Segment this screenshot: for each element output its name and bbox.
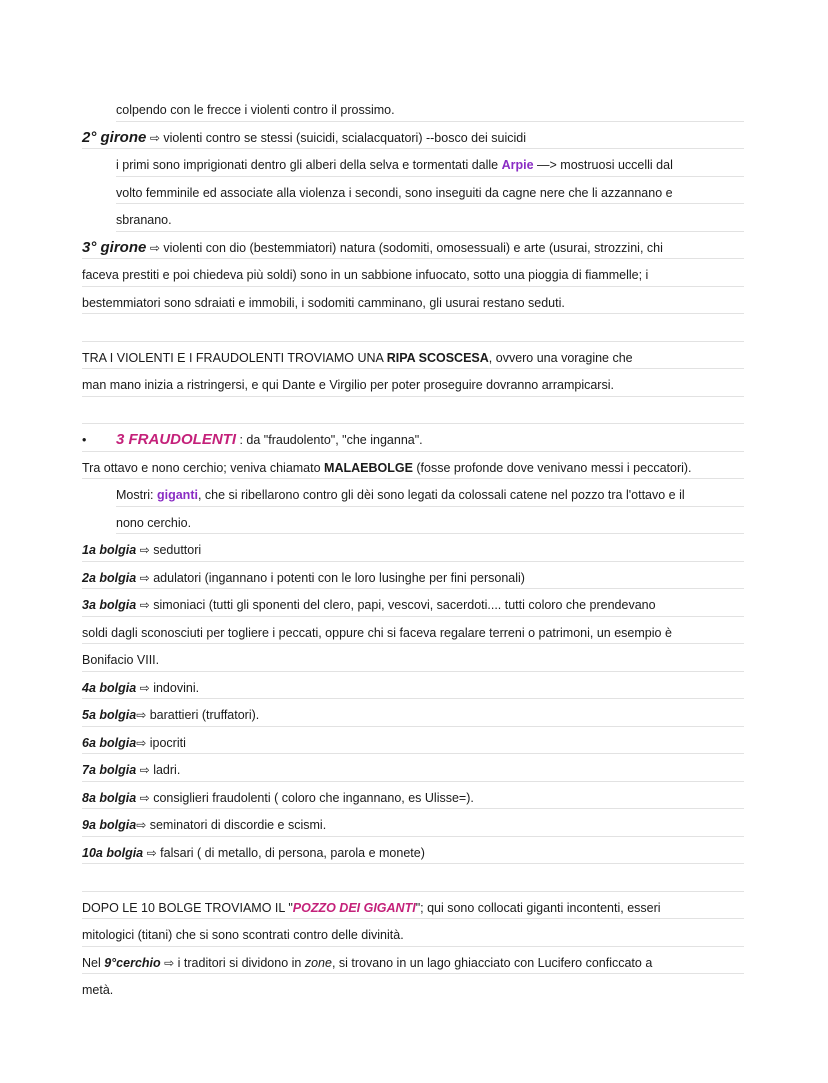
arrow-icon: ⇨ — [139, 680, 150, 695]
line-text: colpendo con le frecce i violenti contro il prossimo. — [116, 103, 395, 117]
arrow-icon: ⇨ — [139, 790, 150, 805]
bolgia-label: 1a bolgia — [82, 543, 137, 557]
text-line — [82, 452, 744, 480]
bolgia-text: seduttori — [149, 543, 202, 557]
bolgia-label: 2a bolgia — [82, 570, 137, 585]
bolgia-label: 10a bolgia — [82, 845, 144, 860]
arrow-icon: ⇨ — [139, 570, 150, 585]
bolgia-line — [82, 837, 744, 865]
bolgia-line — [82, 672, 744, 700]
highlight-pozzo-dei-giganti: POZZO DEI GIGANTI — [292, 900, 416, 915]
line-text: "; qui sono collocati giganti incontenti, esseri — [415, 900, 661, 915]
bolgia-text: ipocriti — [146, 735, 186, 750]
text-line — [82, 644, 744, 672]
bolgia-text: seminatori di discordie e scismi. — [146, 818, 327, 832]
line-text: sbranano. — [116, 213, 172, 227]
bolgia-text: indovini. — [149, 680, 200, 695]
line-text: faceva prestiti e poi chiedeva più soldi) sono in un sabbione infuocato, sotto una pioggia di fiammelle; i — [82, 268, 649, 282]
text-line — [82, 342, 744, 370]
text-line — [82, 617, 744, 645]
text-line — [116, 507, 744, 535]
text-line — [116, 204, 744, 232]
girone-heading: 3° girone — [82, 238, 147, 256]
girone-heading: 2° girone — [82, 128, 147, 146]
line-text: TRA I VIOLENTI E I FRAUDOLENTI TROVIAMO UNA — [82, 350, 387, 365]
line-text: , che si ribellarono contro gli dèi sono legati da colossali catene nel pozzo tra l'ottavo e il — [197, 488, 685, 502]
arrow-icon: ⇨ — [139, 763, 150, 777]
text-line — [82, 947, 744, 975]
highlight-arpie: Arpie — [501, 158, 534, 172]
line-text: Tra ottavo e nono cerchio; veniva chiamato — [82, 460, 325, 475]
italic-zone: zone — [304, 955, 332, 970]
arrow-icon: ⇨ — [146, 845, 157, 860]
bolgia-text: adulatori (ingannano i potenti con le loro lusinghe per fini personali) — [149, 570, 525, 585]
line-text: bestemmiatori sono sdraiati e immobili, i sodomiti camminano, gli usurai restano seduti. — [82, 295, 565, 310]
line-text: : da "fraudolento", "che inganna". — [236, 433, 423, 447]
arrow-icon: ⇨ — [149, 240, 160, 255]
line-text: soldi dagli sconosciuti per togliere i peccati, oppure chi si faceva regalare terreni o patrimoni, un esempio è — [82, 625, 672, 640]
line-text: violenti contro se stessi (suicidi, scialacquatori) --bosco dei suicidi — [159, 130, 527, 145]
bolgia-label: 4a bolgia — [82, 680, 137, 695]
line-text: i traditori si dividono in — [174, 955, 305, 970]
bullet-icon: • — [82, 433, 87, 447]
bolgia-text: consiglieri fraudolenti ( coloro che ingannano, es Ulisse=). — [149, 790, 474, 805]
bolgia-label: 8a bolgia — [82, 790, 137, 805]
text-line — [82, 919, 744, 947]
line-text: violenti con dio (bestemmiatori) natura (sodomiti, omosessuali) e arte (usurai, strozzini, chi — [159, 240, 663, 255]
line-text: Nel — [82, 955, 105, 970]
line-text: man mano inizia a ristringersi, e qui Dante e Virgilio per poter proseguire dovranno arrampicarsi. — [82, 378, 614, 392]
line-text: —> mostruosi uccelli dal — [533, 158, 673, 172]
text-line — [82, 369, 744, 397]
text-line — [116, 94, 744, 122]
line-text: nono cerchio. — [116, 515, 192, 530]
bolgia-line — [82, 809, 744, 837]
line-text: metà. — [82, 983, 114, 997]
arrow-icon: ⇨ — [136, 735, 147, 750]
arrow-icon: ⇨ — [139, 598, 150, 612]
line-text: Bonifacio VIII. — [82, 653, 160, 667]
bolgia-line — [82, 754, 744, 782]
line-text: mitologici (titani) che si sono scontrati contro delle divinità. — [82, 928, 404, 942]
bolgia-text: barattieri (truffatori). — [146, 708, 260, 722]
line-text: i primi sono imprigionati dentro gli alberi della selva e tormentati dalle — [116, 158, 502, 172]
bolgia-line — [82, 534, 744, 562]
line-text: , si trovano in un lago ghiacciato con Lucifero conficcato a — [331, 955, 653, 970]
bolgia-label: 6a bolgia — [82, 735, 137, 750]
text-line — [82, 892, 744, 920]
text-line-fraudolenti — [82, 424, 744, 452]
text-line — [116, 149, 744, 177]
line-text: volto femminile ed associate alla violenza i secondi, sono inseguiti da cagne nere che li azzannano e — [116, 185, 673, 200]
arrow-icon: ⇨ — [139, 543, 150, 557]
line-text: DOPO LE 10 BOLGE TROVIAMO IL " — [82, 900, 293, 915]
bold-malaebolge: MALAEBOLGE — [324, 460, 413, 475]
section-heading-fraudolenti: 3 FRAUDOLENTI — [116, 431, 236, 448]
blank-line — [82, 397, 744, 425]
bolgia-line — [82, 562, 744, 590]
arrow-icon: ⇨ — [149, 130, 160, 145]
arrow-icon: ⇨ — [136, 708, 147, 722]
bolgia-text: falsari ( di metallo, di persona, parola e monete) — [156, 845, 425, 860]
line-text: (fosse profonde dove venivano messi i peccatori). — [412, 460, 692, 475]
bold-nono-cerchio: 9°cerchio — [104, 955, 161, 970]
bolgia-text: ladri. — [149, 763, 181, 777]
text-line-girone-2 — [82, 122, 744, 150]
bolgia-label: 7a bolgia — [82, 763, 137, 777]
bolgia-text: simoniaci (tutti gli sponenti del clero, papi, vescovi, sacerdoti.... tutti coloro che prendevano — [149, 598, 656, 612]
bold-ripa-scoscesa: RIPA SCOSCESA — [386, 350, 489, 365]
text-line — [116, 177, 744, 205]
bolgia-line — [82, 589, 744, 617]
bolgia-label: 9a bolgia — [82, 818, 137, 832]
bolgia-label: 3a bolgia — [82, 598, 137, 612]
bolgia-line — [82, 782, 744, 810]
text-line — [82, 287, 744, 315]
arrow-icon: ⇨ — [164, 955, 175, 970]
text-line — [82, 259, 744, 287]
line-text: , ovvero una voragine che — [488, 350, 633, 365]
text-line — [82, 974, 744, 1002]
highlight-giganti: giganti — [156, 488, 198, 502]
bolgia-line — [82, 727, 744, 755]
bolgia-line — [82, 699, 744, 727]
blank-line — [82, 864, 744, 892]
bolgia-label: 5a bolgia — [82, 708, 137, 722]
arrow-icon: ⇨ — [136, 818, 147, 832]
line-text: Mostri: — [116, 488, 157, 502]
blank-line — [82, 314, 744, 342]
text-line-girone-3 — [82, 232, 744, 260]
text-line — [116, 479, 744, 507]
